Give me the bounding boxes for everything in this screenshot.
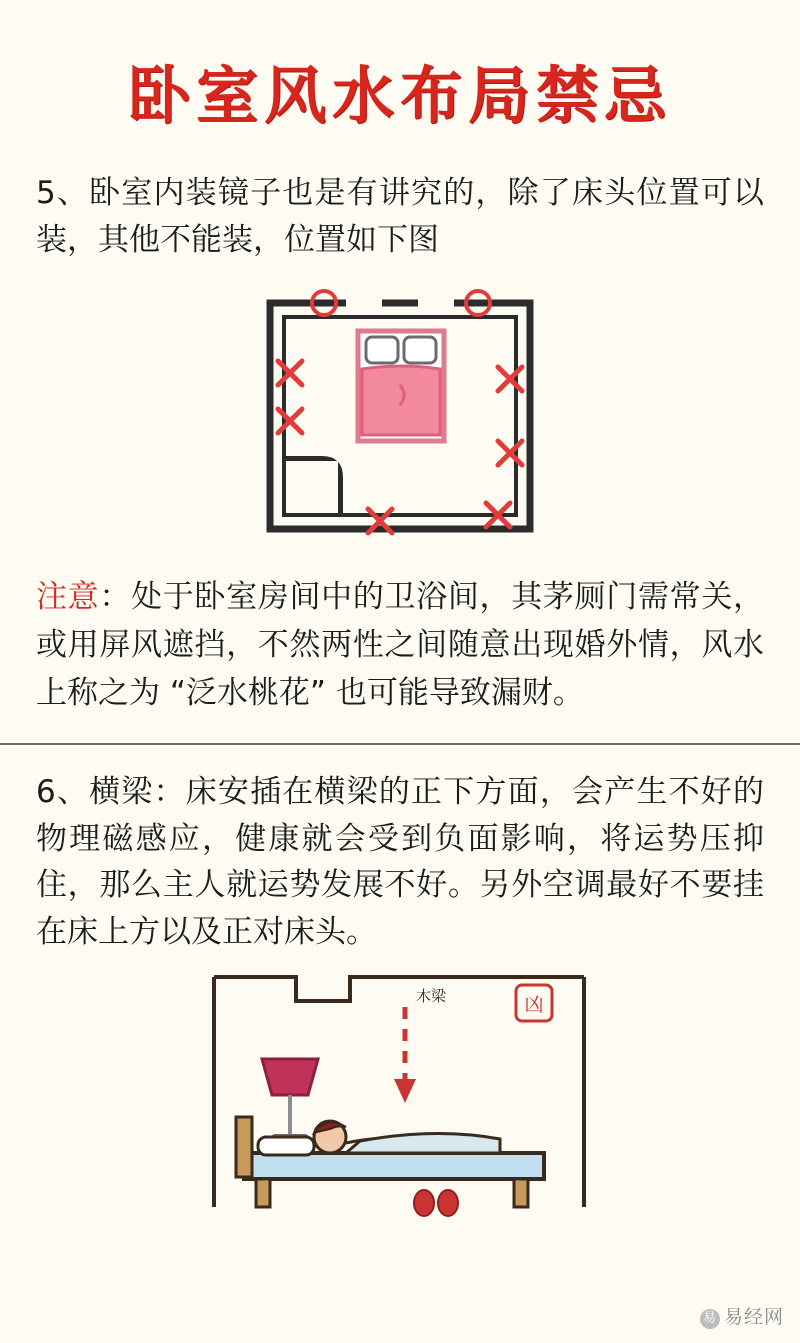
page-title: 卧室风水布局禁忌 <box>127 59 672 132</box>
figure-1-container <box>0 281 800 551</box>
headboard <box>236 1117 252 1177</box>
note-text: 处于卧室房间中的卫浴间，其茅厕门需常关，或用屏风遮挡，不然两性之间随意出现婚外情，风水上称之为 “泛水桃花” 也可能导致漏财。 <box>36 579 765 712</box>
section-divider <box>0 743 800 745</box>
bad-luck-label: 凶 <box>524 994 544 1017</box>
watermark <box>700 1302 784 1329</box>
bed-shape <box>358 331 444 441</box>
section-5-text: 5、卧室内装镜子也是有讲究的，除了床头位置可以装，其他不能装，位置如下图 <box>36 175 764 258</box>
watermark-badge: 易 <box>700 1309 720 1329</box>
bed-under-beam-illustration <box>200 967 600 1222</box>
section-6-text: 6、横梁：床安插在横梁的正下方面，会产生不好的物理磁感应，健康就会受到负面影响，将运势压抑住，那么主人就运势发展不好。另外空调最好不要挂在床上方以及正对床头。 <box>36 774 764 950</box>
note-separator: ： <box>99 579 132 616</box>
beam-label: 木梁 <box>416 987 447 1006</box>
note-block <box>0 573 800 717</box>
figure-2-container <box>0 967 800 1222</box>
bedroom-mirror-placement-diagram <box>250 281 550 551</box>
note-label: 注意 <box>36 579 100 616</box>
watermark-text: 易经网 <box>723 1306 784 1328</box>
pillow <box>258 1137 314 1155</box>
